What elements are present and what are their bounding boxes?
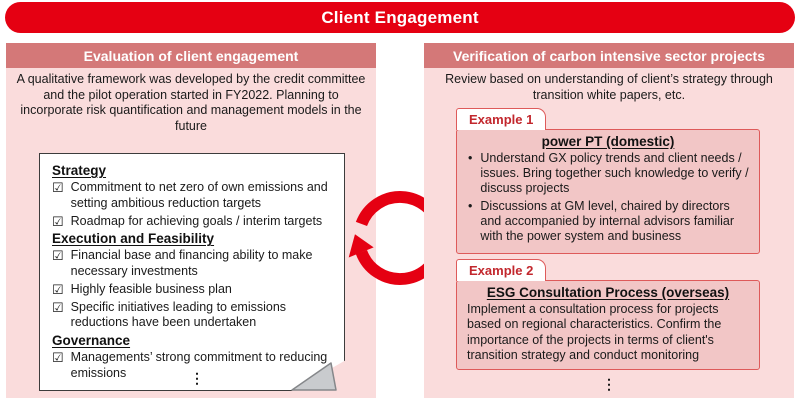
- checkbox-icon: ☑: [52, 350, 64, 365]
- example-1-title: power PT (domestic): [541, 134, 675, 149]
- example-2-box: [456, 280, 760, 370]
- example-1-tab-label: Example 1: [469, 112, 534, 127]
- evaluation-intro-text: A qualitative framework was developed by the credit committee and the pilot operation started in FY2022. Planning to incorporate risk quantification and management models in the future: [16, 72, 366, 133]
- evaluation-panel-title: Evaluation of client engagement: [83, 47, 299, 64]
- checklist-item: [52, 282, 336, 298]
- verification-panel-header: [424, 43, 794, 68]
- example-2-title: ESG Consultation Process (overseas): [486, 285, 730, 300]
- checkbox-icon: ☑: [52, 248, 64, 264]
- checkbox-icon: ☑: [52, 180, 64, 195]
- folded-corner-icon: [290, 360, 346, 392]
- note-section-heading: Governance: [52, 333, 131, 348]
- checklist-item: [52, 300, 336, 332]
- example-1-box: [456, 129, 760, 254]
- bullet-text: Understand GX policy trends and client needs / issues. Bring together such knowledge to verify / discuss projects: [480, 151, 749, 195]
- bullet-item: [468, 199, 750, 244]
- checkbox-icon: ☑: [52, 281, 64, 297]
- evaluation-panel: [6, 43, 376, 398]
- example-2-tab-label: Example 2: [469, 263, 534, 278]
- page-title-label: Client Engagement: [321, 7, 479, 27]
- ellipsis: ⋮: [602, 376, 616, 392]
- checklist-item: [52, 214, 336, 230]
- note-section-heading: Strategy: [52, 163, 107, 178]
- evaluation-panel-header: [6, 43, 376, 68]
- checklist-item-text: Roadmap for achieving goals / interim targets: [70, 213, 323, 228]
- checklist-item: [52, 180, 336, 212]
- bullet-icon: •: [468, 151, 473, 165]
- checklist-item-text: Managements’ strong commitment to reducing emissions: [70, 350, 328, 380]
- verification-panel: [424, 43, 794, 398]
- checkbox-icon: ☑: [52, 299, 64, 315]
- note-section-heading: Execution and Feasibility: [52, 231, 215, 247]
- bullet-item: [468, 151, 750, 196]
- verification-panel-title: Verification of carbon intensive sector projects: [453, 47, 765, 64]
- checklist-note: [39, 153, 345, 391]
- ellipsis: ⋮: [190, 370, 204, 386]
- page-title: [5, 2, 795, 33]
- example-2-tab: [456, 259, 546, 281]
- checklist-item-text: Financial base and financing ability to make necessary investments: [70, 248, 313, 278]
- example-2-group: [456, 259, 760, 370]
- verification-intro-text: Review based on understanding of client’s strategy through transition white papers, etc.: [445, 72, 773, 102]
- checklist-item-text: Specific initiatives leading to emissions reductions have been undertaken: [70, 299, 287, 330]
- example-1-group: [456, 108, 760, 254]
- checklist-item-text: Highly feasible business plan: [70, 281, 232, 296]
- example-1-tab: [456, 108, 546, 130]
- example-2-body: Implement a consultation process for projects based on regional characteristics. Confirm the importance of the projects in terms of client's transition strategy and conduct monitoring: [467, 302, 722, 362]
- checklist-item: [52, 248, 336, 280]
- checklist-item-text: Commitment to net zero of own emissions and setting ambitious reduction targets: [70, 180, 328, 210]
- checkbox-icon: ☑: [52, 213, 64, 229]
- bullet-text: Discussions at GM level, chaired by directors and accompanied by internal advisors familiar with the power system and business: [480, 199, 734, 243]
- bullet-icon: •: [468, 199, 473, 213]
